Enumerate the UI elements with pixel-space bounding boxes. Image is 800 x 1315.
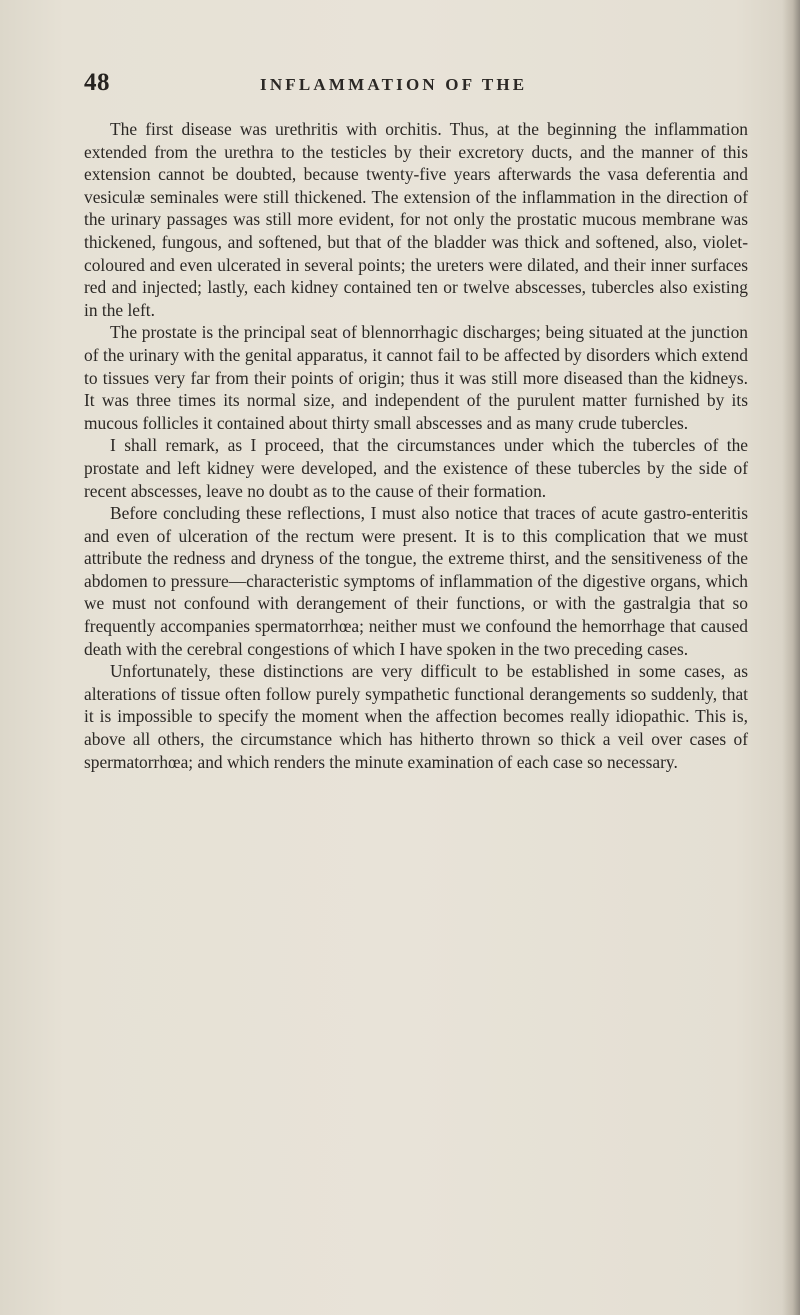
page-number: 48	[84, 69, 110, 96]
page-header	[84, 69, 744, 99]
paragraph: Unfortunately, these distinctions are very difficult to be established in some cases, as alterations of tissue often follow purely sympathetic functional derangements so suddenly, that it is impossible to specify the moment when the affection becomes really idiopathic. This is, above all others, the circumstance which has hitherto thrown so thick a veil over cases of spermatorrhœa; and which renders the minute examination of each case so necessary.	[84, 661, 748, 772]
running-head: INFLAMMATION OF THE	[260, 75, 528, 94]
paragraph: The prostate is the principal seat of blennorrhagic discharges; being situated at the junction of the urinary with the genital apparatus, it cannot fail to be affected by disorders which extend to tissues very far from their points of origin; thus it was still more diseased than the kidneys. It was three times its normal size, and independent of the purulent matter furnished by its mucous follicles it contained about thirty small abscesses and as many crude tubercles.	[84, 322, 748, 433]
page-edge-shadow	[782, 0, 800, 1315]
paragraph: Before concluding these reflections, I must also notice that traces of acute gastro-enteritis and even of ulceration of the rectum were present. It is to this complication that we must attribute the redness and dryness of the tongue, the extreme thirst, and the sensitiveness of the abdomen to pressure—characteristic symptoms of inflammation of the digestive organs, which we must not confound with derangement of their functions, or with the gastralgia that so frequently accompanies spermatorrhœa; neither must we confound the hemorrhage that caused death with the cerebral congestions of which I have spoken in the two preceding cases.	[84, 503, 748, 659]
body-text	[84, 118, 748, 773]
paragraph: I shall remark, as I proceed, that the circumstances under which the tubercles of the prostate and left kidney were developed, and the existence of these tubercles by the side of recent abscesses, leave no doubt as to the cause of their formation.	[84, 435, 748, 501]
paragraph: The first disease was urethritis with orchitis. Thus, at the beginning the inflammation extended from the urethra to the testicles by their excretory ducts, and the manner of this extension cannot be doubted, because twenty-five years afterwards the vasa deferentia and vesiculæ seminales were still thickened. The extension of the inflammation in the direction of the urinary passages was still more evident, for not only the prostatic mucous membrane was thickened, fungous, and softened, but that of the bladder was thick and softened, also, violet-coloured and even ulcerated in several points; the ureters were dilated, and their inner surfaces red and injected; lastly, each kidney contained ten or twelve abscesses, tubercles also existing in the left.	[84, 119, 748, 320]
